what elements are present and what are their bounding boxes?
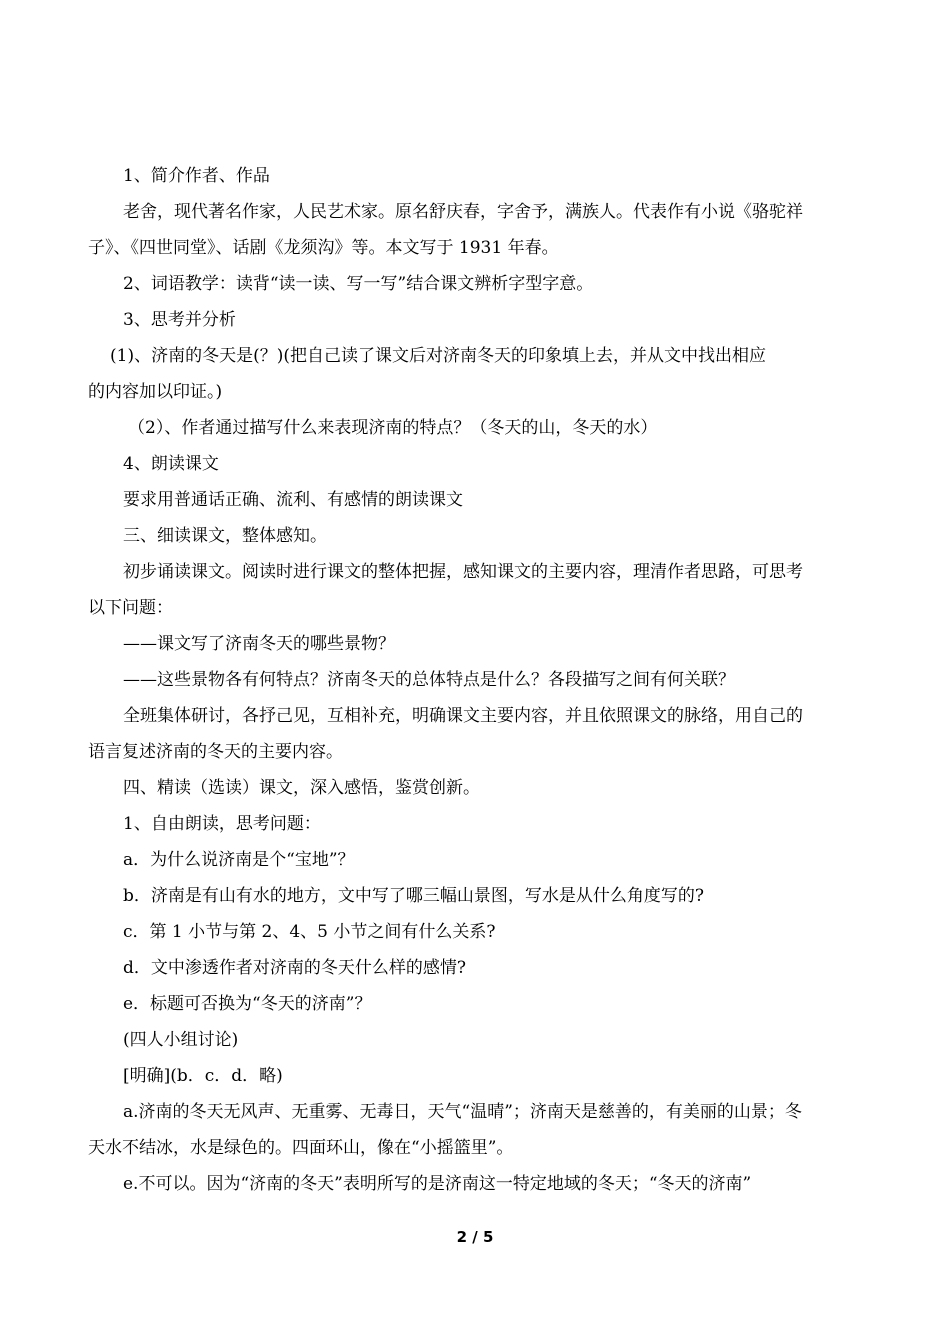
- document-body: [88, 158, 864, 1202]
- section-heading-vocab: 2、词语教学：读背“读一读、写一写”结合课文辨析字型字意。: [123, 274, 594, 294]
- section-heading-analysis: 3、思考并分析: [123, 310, 236, 330]
- page-number: 2 / 5: [456, 1228, 494, 1246]
- answer-a-cont: 天水不结冰，水是绿色的。四面环山，像在“小摇篮里”。: [88, 1138, 514, 1158]
- paragraph-initial-reading-cont: 以下问题：: [88, 598, 173, 618]
- question-1: (1)、济南的冬天是(？)(把自己读了课文后对济南冬天的印象填上去，并从文中找出相应: [110, 346, 766, 366]
- paragraph-author-intro-cont: 子》、《四世同堂》、话剧《龙须沟》等。本文写于 1931 年春。: [88, 238, 559, 258]
- list-item-d: d．文中渗透作者对济南的冬天什么样的感情?: [123, 958, 466, 978]
- answer-e: e.不可以。因为“济南的冬天”表明所写的是济南这一特定地域的冬天；“冬天的济南”: [123, 1174, 752, 1194]
- section-heading-four: 四、精读（选读）课文，深入感悟，鉴赏创新。: [123, 778, 480, 798]
- question-2: （2）、作者通过描写什么来表现济南的特点？（冬天的山，冬天的水）: [128, 418, 658, 438]
- list-item-question: ——课文写了济南冬天的哪些景物？: [123, 634, 395, 654]
- section-heading-author: 1、简介作者、作品: [123, 166, 270, 186]
- section-heading-reading: 4、朗读课文: [123, 454, 219, 474]
- paragraph-group-discussion: (四人小组讨论): [123, 1030, 239, 1050]
- paragraph-initial-reading: 初步诵读课文。阅读时进行课文的整体把握，感知课文的主要内容，理清作者思路，可思考: [123, 562, 803, 582]
- paragraph-clarify: [明确](b．c．d．略): [123, 1066, 283, 1086]
- section-heading-three: 三、细读课文，整体感知。: [123, 526, 327, 546]
- answer-a: a.济南的冬天无风声、无重雾、无毒日，天气“温晴”；济南天是慈善的，有美丽的山景；冬: [123, 1102, 802, 1122]
- paragraph-free-reading: 1、自由朗读，思考问题：: [123, 814, 321, 834]
- list-item-c: c．第 1 小节与第 2、4、5 小节之间有什么关系?: [123, 922, 496, 942]
- question-1-cont: 的内容加以印证。): [88, 382, 223, 402]
- list-item-b: b．济南是有山有水的地方，文中写了哪三幅山景图，写水是从什么角度写的?: [123, 886, 704, 906]
- paragraph-author-intro: 老舍，现代著名作家，人民艺术家。原名舒庆春，字舍予，满族人。代表作有小说《骆驼祥: [123, 202, 803, 222]
- paragraph-class-discussion-cont: 语言复述济南的冬天的主要内容。: [88, 742, 343, 762]
- paragraph-reading-requirement: 要求用普通话正确、流利、有感情的朗读课文: [123, 490, 463, 510]
- paragraph-class-discussion: 全班集体研讨，各抒己见，互相补充，明确课文主要内容，并且依照课文的脉络，用自己的: [123, 706, 803, 726]
- list-item-e: e．标题可否换为“冬天的济南”？: [123, 994, 372, 1014]
- list-item-a: a．为什么说济南是个“宝地”？: [123, 850, 355, 870]
- list-item-question: ——这些景物各有何特点？济南冬天的总体特点是什么？各段描写之间有何关联？: [123, 670, 735, 690]
